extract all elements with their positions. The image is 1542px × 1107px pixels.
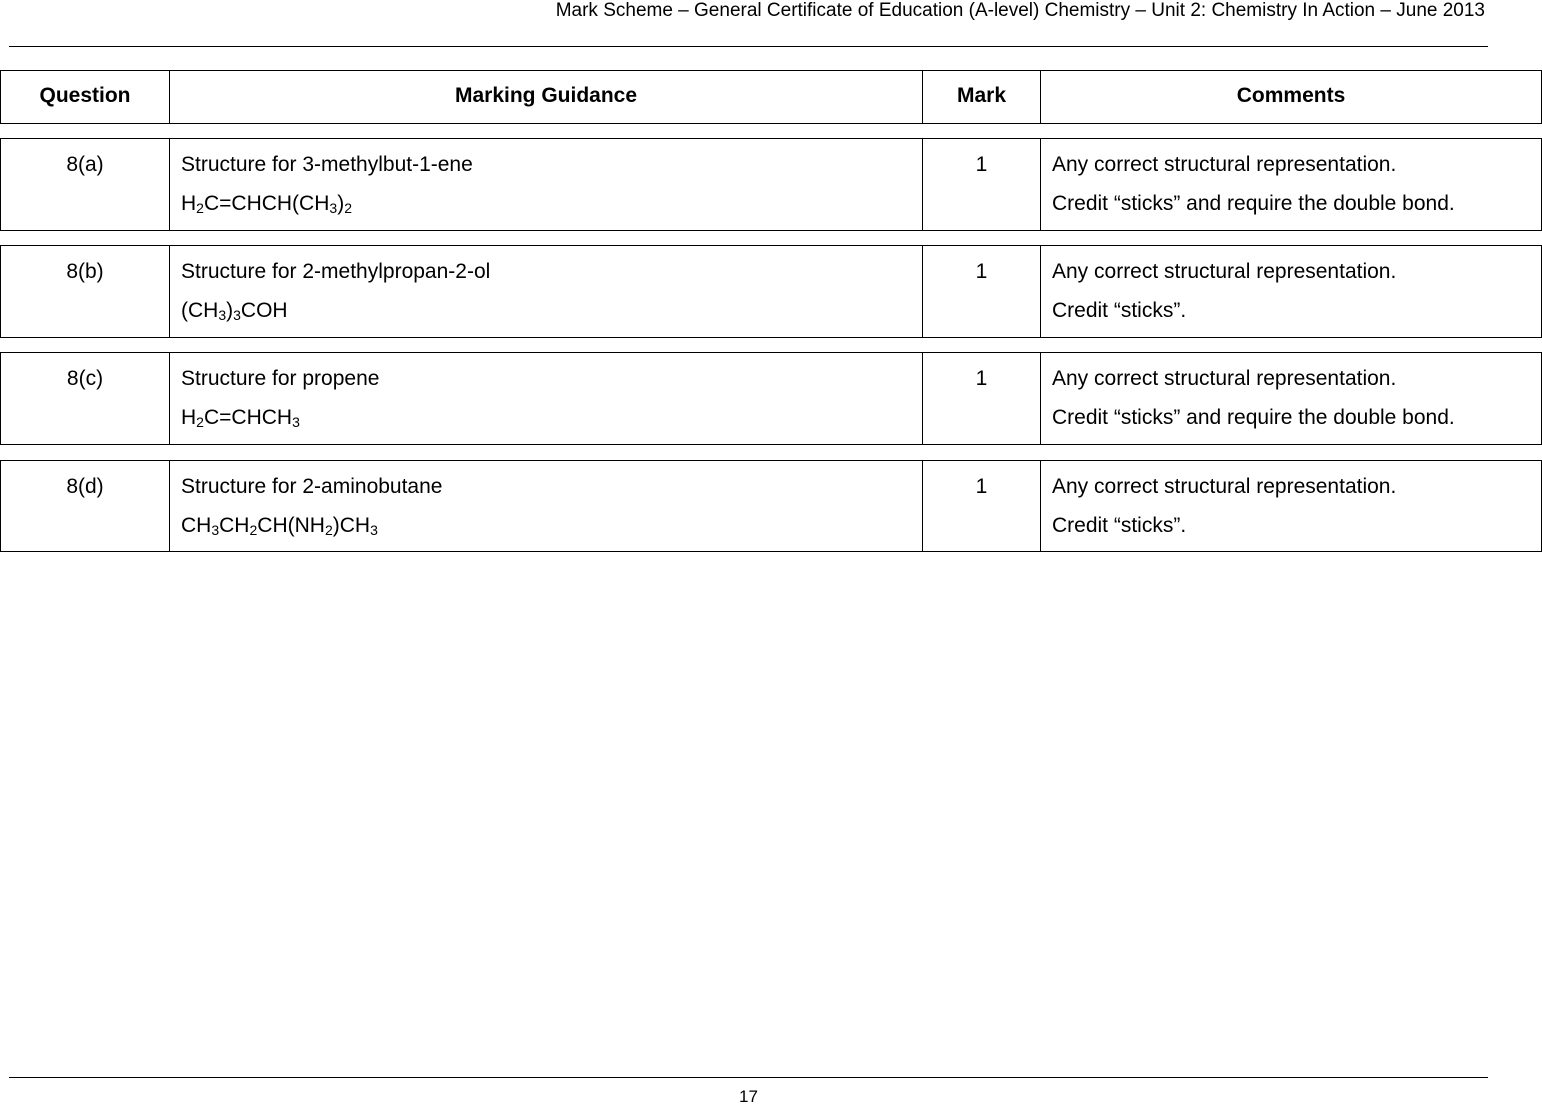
- table-row: [0, 352, 1542, 445]
- column-header-mark: Mark: [922, 71, 1040, 123]
- mark-value: 1: [922, 461, 1040, 551]
- question-number: 8(d): [66, 475, 104, 498]
- column-header-marking-guidance: Marking Guidance: [169, 71, 922, 123]
- question-number: 8(a): [66, 153, 104, 176]
- marking-guidance-cell: [169, 353, 922, 444]
- column-header-comments: Comments: [1040, 71, 1541, 123]
- comment-line: Any correct structural representation.: [1052, 153, 1397, 176]
- comment-line: Credit “sticks”.: [1052, 299, 1187, 322]
- comments-cell: [1040, 353, 1541, 444]
- comment-line: Any correct structural representation.: [1052, 367, 1397, 390]
- comment-line: Any correct structural representation.: [1052, 475, 1397, 498]
- chemical-formula: $H_2C=CHCH(CH_3)_2$: [181, 192, 352, 216]
- page-header-title: Mark Scheme – General Certificate of Education (A-level) Chemistry – Unit 2: Chemistry In Action – June 2013: [555, 0, 1485, 21]
- comment-line: Credit “sticks”.: [1052, 514, 1187, 537]
- table-row: [0, 138, 1542, 231]
- marking-guidance-cell: [169, 139, 922, 230]
- table-header-row: [0, 70, 1542, 124]
- comments-cell: [1040, 246, 1541, 337]
- marking-guidance-cell: [169, 461, 922, 551]
- question-number: 8(b): [66, 260, 104, 283]
- header-rule: [9, 46, 1488, 47]
- table-row: [0, 460, 1542, 552]
- page-number: 17: [739, 1087, 758, 1106]
- column-header-question: Question: [39, 84, 131, 107]
- mark-value: 1: [922, 139, 1040, 230]
- comments-cell: [1040, 461, 1541, 551]
- marking-guidance-cell: [169, 246, 922, 337]
- chemical-formula: $(CH_3)_3COH$: [181, 299, 288, 323]
- comment-line: Any correct structural representation.: [1052, 260, 1397, 283]
- comments-cell: [1040, 139, 1541, 230]
- table-row: [0, 245, 1542, 338]
- mark-value: 1: [922, 353, 1040, 444]
- comment-line: Credit “sticks” and require the double bond.: [1052, 406, 1455, 429]
- chemical-formula: $H_2C=CHCH_3$: [181, 406, 300, 430]
- footer-rule: [9, 1077, 1488, 1078]
- guidance-text: Structure for 2-methylpropan-2-ol: [181, 260, 491, 283]
- question-number: 8(c): [66, 367, 104, 390]
- guidance-text: Structure for propene: [181, 367, 380, 390]
- chemical-formula: $CH_3CH_2CH(NH_2)CH_3$: [181, 514, 378, 538]
- comment-line: Credit “sticks” and require the double bond.: [1052, 192, 1455, 215]
- guidance-text: Structure for 3-methylbut-1-ene: [181, 153, 473, 176]
- mark-value: 1: [922, 246, 1040, 337]
- guidance-text: Structure for 2-aminobutane: [181, 475, 443, 498]
